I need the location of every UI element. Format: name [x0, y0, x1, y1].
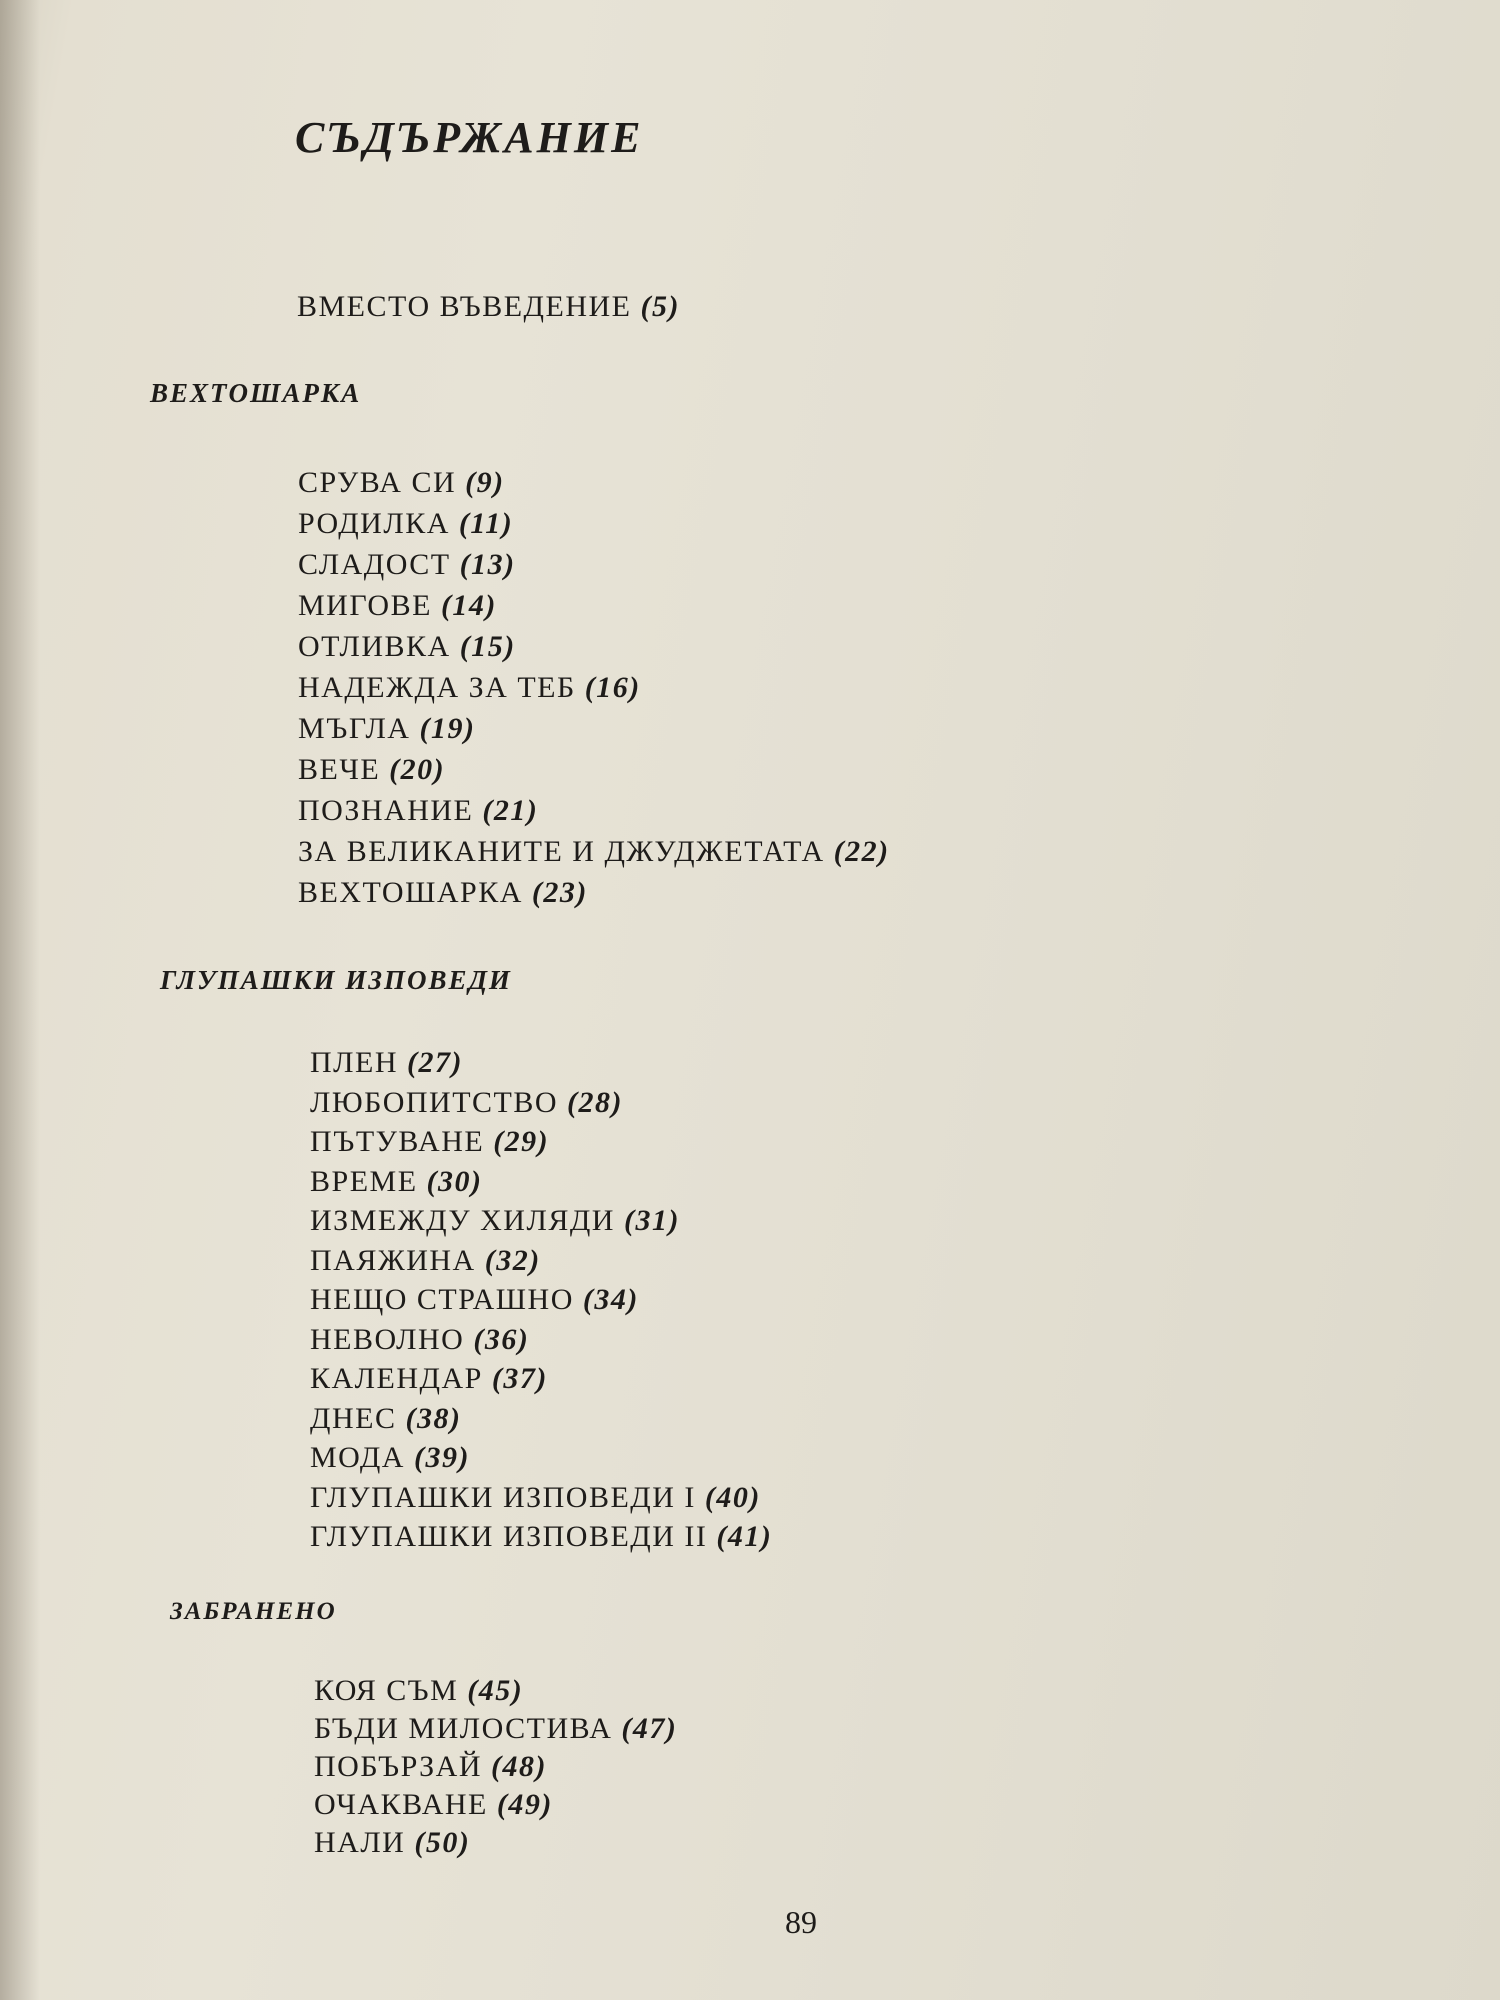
toc-entry-page: (32)	[484, 1243, 541, 1277]
toc-entry-page: (16)	[584, 671, 641, 704]
toc-entry	[310, 1162, 772, 1202]
toc-entry	[310, 1478, 772, 1518]
toc-entry-page: (22)	[833, 835, 890, 868]
toc-entry-label: ДНЕС	[310, 1401, 397, 1435]
section-heading-zabraneno: ЗАБРАНЕНО	[170, 1598, 337, 1625]
section-list-vehtosharka	[298, 462, 890, 913]
toc-entry	[298, 790, 890, 831]
toc-entry	[310, 1359, 772, 1399]
gutter-shadow	[0, 0, 40, 2000]
toc-entry	[298, 544, 890, 585]
toc-entry-label: БЪДИ МИЛОСТИВА	[314, 1712, 613, 1745]
toc-entry-page: (28)	[567, 1085, 624, 1119]
toc-entry-label: СРУВА СИ	[298, 466, 457, 499]
toc-entry	[310, 1043, 772, 1083]
toc-entry	[314, 1710, 677, 1748]
toc-entry	[298, 708, 890, 749]
toc-entry-label: НАЛИ	[314, 1826, 406, 1859]
toc-entry-page: (37)	[491, 1362, 548, 1395]
toc-entry	[310, 1399, 772, 1439]
page-title: СЪДЪРЖАНИЕ	[295, 113, 644, 162]
toc-entry-label: ВМЕСТО ВЪВЕДЕНИЕ	[297, 290, 632, 323]
toc-entry-page: (47)	[621, 1712, 678, 1745]
show-through-text	[960, 300, 1460, 1600]
section-list-glupashki-izpovedi	[310, 1043, 772, 1557]
toc-entry-page: (45)	[467, 1674, 524, 1707]
toc-entry-page: (29)	[493, 1125, 550, 1158]
toc-entry-page: (38)	[405, 1401, 462, 1435]
toc-entry-label: ПАЯЖИНА	[310, 1243, 476, 1277]
toc-entry-label: ПЪТУВАНЕ	[310, 1125, 485, 1158]
toc-entry	[314, 1672, 677, 1710]
toc-entry-label: ОТЛИВКА	[298, 630, 451, 663]
toc-entry-label: ИЗМЕЖДУ ХИЛЯДИ	[310, 1204, 615, 1237]
toc-entry	[298, 667, 890, 708]
toc-entry	[314, 1786, 677, 1824]
toc-entry-page: (27)	[407, 1046, 463, 1079]
toc-entry-page: (48)	[491, 1750, 547, 1783]
toc-entry-page: (15)	[459, 630, 516, 663]
toc-entry-label: МЪГЛА	[298, 712, 411, 745]
toc-entry-page: (23)	[531, 876, 588, 909]
toc-entry-label: КОЯ СЪМ	[314, 1674, 459, 1707]
page-number: 89	[785, 1904, 817, 1940]
toc-entry	[310, 1280, 772, 1320]
toc-entry-page: (49)	[496, 1788, 553, 1821]
toc-entry-label: ГЛУПАШКИ ИЗПОВЕДИ I	[310, 1480, 696, 1514]
toc-entry	[310, 1201, 772, 1241]
toc-entry-label: ЛЮБОПИТСТВО	[310, 1085, 559, 1119]
toc-entry	[310, 1438, 772, 1478]
toc-entry-label: МИГОВЕ	[298, 589, 432, 622]
toc-entry-page: (19)	[419, 712, 476, 745]
toc-entry	[298, 585, 890, 626]
toc-entry	[310, 1241, 772, 1281]
toc-entry	[314, 1748, 677, 1786]
toc-entry-label: МОДА	[310, 1441, 405, 1474]
toc-entry-page: (21)	[482, 794, 539, 827]
toc-entry-page: (34)	[582, 1283, 639, 1316]
toc-entry	[310, 1083, 772, 1123]
toc-entry	[310, 1122, 772, 1162]
toc-entry-page: (20)	[389, 753, 446, 786]
toc-entry-label: ОЧАКВАНЕ	[314, 1788, 488, 1821]
toc-entry-page: (30)	[426, 1164, 483, 1198]
toc-entry	[310, 1517, 772, 1557]
toc-entry-page: (9)	[465, 466, 505, 499]
section-heading-vehtosharka: ВЕХТОШАРКА	[150, 378, 362, 408]
toc-entry-page: (36)	[473, 1322, 530, 1356]
toc-entry-page: (13)	[459, 548, 516, 581]
toc-entry-page: (39)	[413, 1441, 470, 1474]
toc-entry	[298, 626, 890, 667]
toc-entry-page: (11)	[458, 507, 514, 540]
toc-entry-page: (14)	[440, 589, 497, 622]
toc-entry-page: (31)	[623, 1204, 680, 1237]
toc-entry-label: ВЕХТОШАРКА	[298, 876, 523, 909]
toc-entry-label: ПОЗНАНИЕ	[298, 794, 474, 827]
toc-entry-label: НЕВОЛНО	[310, 1322, 465, 1356]
toc-entry-page: (41)	[716, 1520, 773, 1553]
toc-entry	[298, 872, 890, 913]
toc-entry-label: РОДИЛКА	[298, 507, 450, 540]
toc-entry	[298, 503, 890, 544]
toc-entry-label: НЕЩО СТРАШНО	[310, 1283, 574, 1316]
toc-entry-label: ГЛУПАШКИ ИЗПОВЕДИ II	[310, 1520, 708, 1553]
toc-entry	[298, 749, 890, 790]
toc-entry-label: ПЛЕН	[310, 1046, 399, 1079]
toc-entry-label: ВРЕМЕ	[310, 1164, 418, 1198]
toc-entry-label: НАДЕЖДА ЗА ТЕБ	[298, 671, 576, 704]
toc-entry-label: ЗА ВЕЛИКАНИТЕ И ДЖУДЖЕТАТА	[298, 835, 825, 868]
section-heading-glupashki-izpovedi: ГЛУПАШКИ ИЗПОВЕДИ	[160, 965, 512, 995]
toc-entry-page: (40)	[704, 1480, 761, 1514]
toc-entry-label: ВЕЧЕ	[298, 753, 381, 786]
toc-entry-page: (5)	[640, 290, 680, 323]
toc-entry	[310, 1320, 772, 1360]
toc-entry-label: ПОБЪРЗАЙ	[314, 1750, 483, 1783]
toc-entry-label: КАЛЕНДАР	[310, 1362, 483, 1395]
toc-entry-page: (50)	[414, 1826, 471, 1859]
section-list-zabraneno	[314, 1672, 677, 1862]
toc-intro-entry	[297, 290, 680, 324]
toc-entry	[298, 462, 890, 503]
toc-entry	[298, 831, 890, 872]
toc-entry	[314, 1824, 677, 1862]
toc-entry-label: СЛАДОСТ	[298, 548, 451, 581]
